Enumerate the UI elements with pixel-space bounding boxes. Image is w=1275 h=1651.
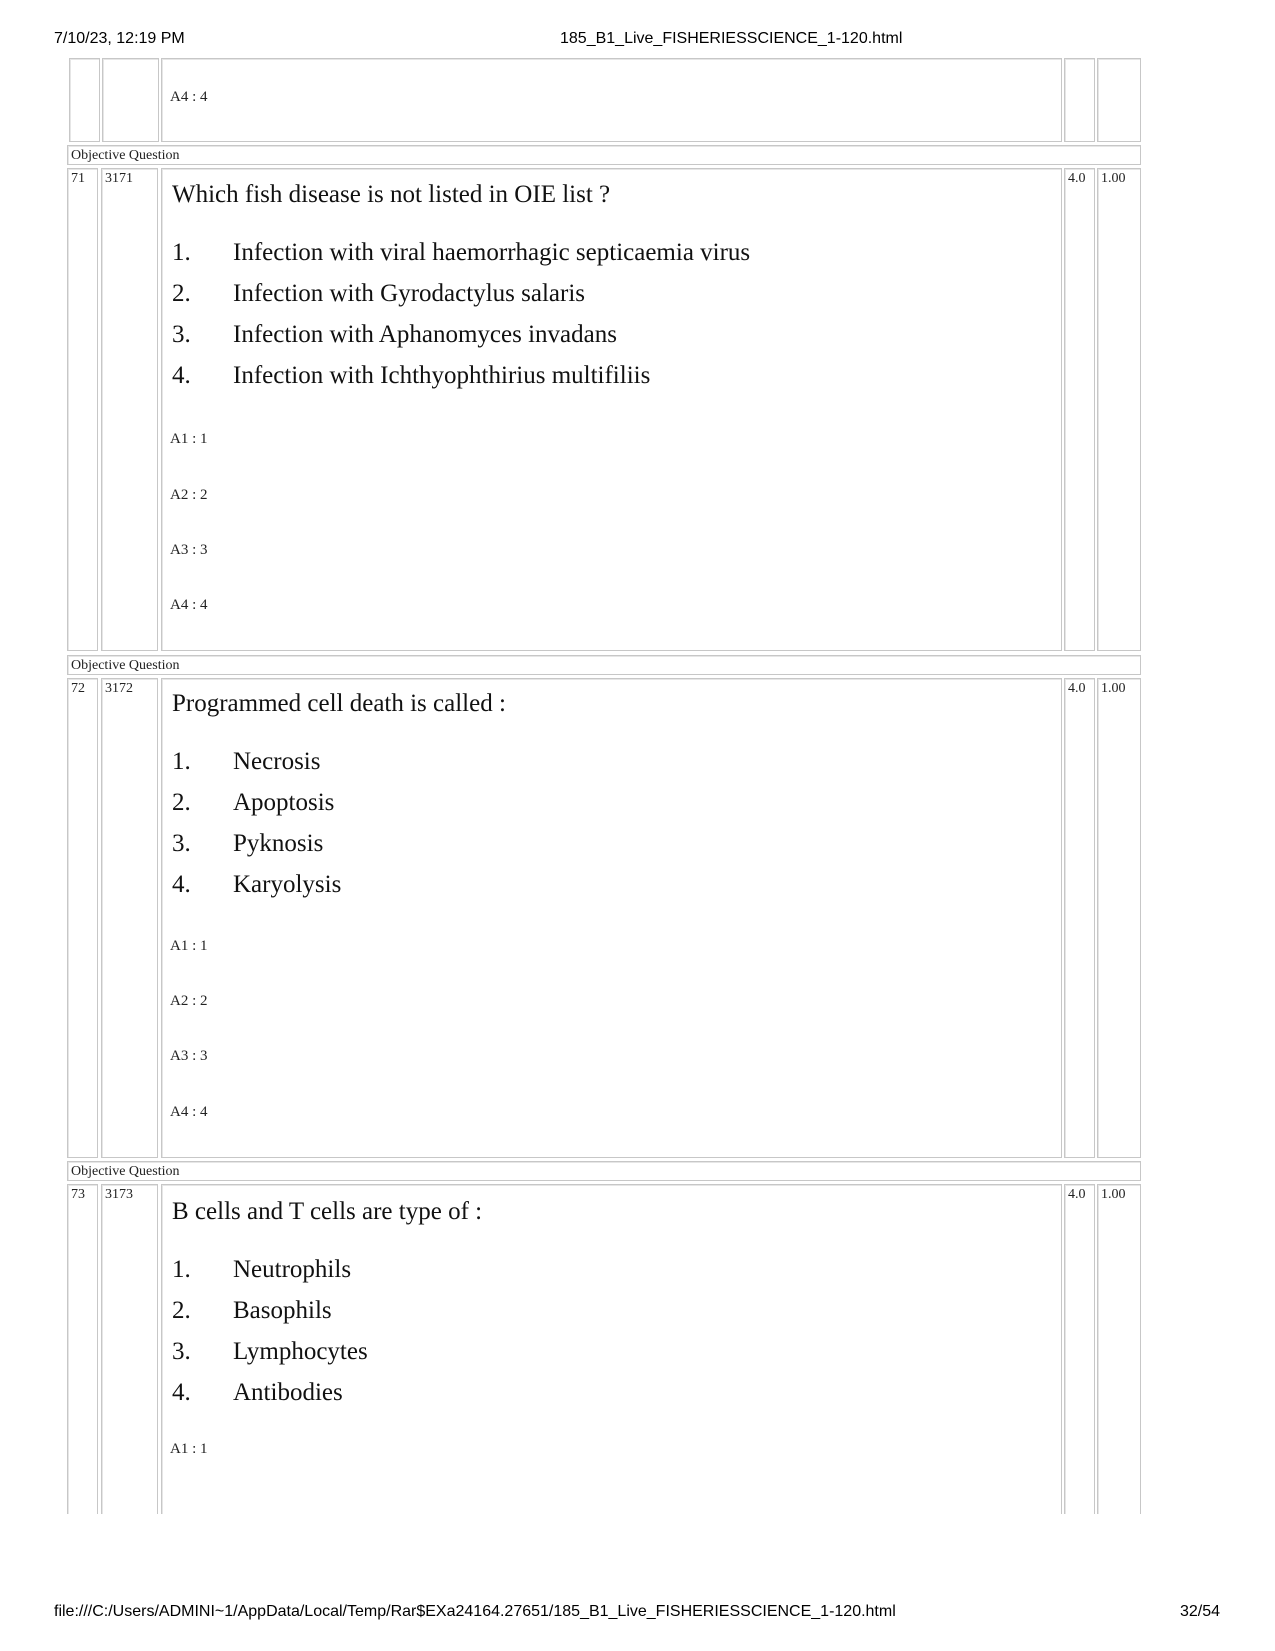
question-sno: 71 (67, 168, 98, 651)
option-text: Infection with Aphanomyces invadans (233, 321, 617, 348)
option-text: Necrosis (233, 748, 321, 775)
question-text: Which fish disease is not listed in OIE list ? (172, 181, 611, 208)
option-number: 2. (172, 280, 191, 307)
option-number: 1. (172, 1256, 191, 1283)
answer-key: A2 : 2 (170, 993, 208, 1009)
question-type-label: Objective Question (67, 1161, 1141, 1181)
question-negative-marks: 1.00 (1097, 1184, 1141, 1514)
question-text: B cells and T cells are type of : (172, 1198, 483, 1225)
prev-content-cell (161, 58, 1062, 142)
option-text: Pyknosis (233, 830, 324, 857)
option-text: Infection with viral haemorrhagic septicaemia virus (233, 239, 751, 266)
answer-key: A3 : 3 (170, 542, 208, 558)
option-number: 2. (172, 789, 191, 816)
question-text: Programmed cell death is called : (172, 690, 506, 717)
option-number: 2. (172, 1297, 191, 1324)
print-datetime: 7/10/23, 12:19 PM (54, 30, 185, 47)
prev-sno-cell (69, 58, 100, 142)
option-text: Infection with Gyrodactylus salaris (233, 280, 585, 307)
document-filename: 185_B1_Live_FISHERIESSCIENCE_1-120.html (560, 30, 903, 47)
option-number: 1. (172, 239, 191, 266)
answer-key: A4 : 4 (170, 597, 208, 613)
question-negative-marks: 1.00 (1097, 168, 1141, 651)
question-sno: 72 (67, 678, 98, 1158)
option-number: 3. (172, 830, 191, 857)
prev-neg-cell (1097, 58, 1141, 142)
question-type-label: Objective Question (67, 655, 1141, 675)
prev-marks-cell (1064, 58, 1095, 142)
option-number: 4. (172, 362, 191, 389)
question-negative-marks: 1.00 (1097, 678, 1141, 1158)
option-number: 4. (172, 1379, 191, 1406)
question-marks: 4.0 (1064, 168, 1095, 651)
question-marks: 4.0 (1064, 1184, 1095, 1514)
option-text: Neutrophils (233, 1256, 352, 1283)
option-number: 1. (172, 748, 191, 775)
option-text: Karyolysis (233, 871, 342, 898)
question-type-label: Objective Question (67, 145, 1141, 165)
answer-key: A1 : 1 (170, 1441, 208, 1457)
option-text: Infection with Ichthyophthirius multifiliis (233, 362, 651, 389)
answer-key: A4 : 4 (170, 1104, 208, 1120)
answer-key: A3 : 3 (170, 1048, 208, 1064)
page-number: 32/54 (1179, 1603, 1220, 1620)
question-sno: 73 (67, 1184, 98, 1514)
question-marks: 4.0 (1064, 678, 1095, 1158)
question-id: 3171 (101, 168, 158, 651)
prev-qid-cell (102, 58, 159, 142)
option-number: 3. (172, 1338, 191, 1365)
file-path: file:///C:/Users/ADMINI~1/AppData/Local/Temp/Rar$EXa24164.27651/185_B1_Live_FISHERIESSCIENCE_1-120.html (54, 1603, 896, 1620)
question-id: 3173 (101, 1184, 158, 1514)
option-text: Basophils (233, 1297, 332, 1324)
option-text: Antibodies (233, 1379, 343, 1406)
option-number: 3. (172, 321, 191, 348)
option-text: Lymphocytes (233, 1338, 368, 1365)
question-id: 3172 (101, 678, 158, 1158)
prev-answer: A4 : 4 (170, 89, 208, 105)
answer-key: A1 : 1 (170, 431, 208, 447)
answer-key: A1 : 1 (170, 938, 208, 954)
answer-key: A2 : 2 (170, 487, 208, 503)
option-number: 4. (172, 871, 191, 898)
option-text: Apoptosis (233, 789, 335, 816)
